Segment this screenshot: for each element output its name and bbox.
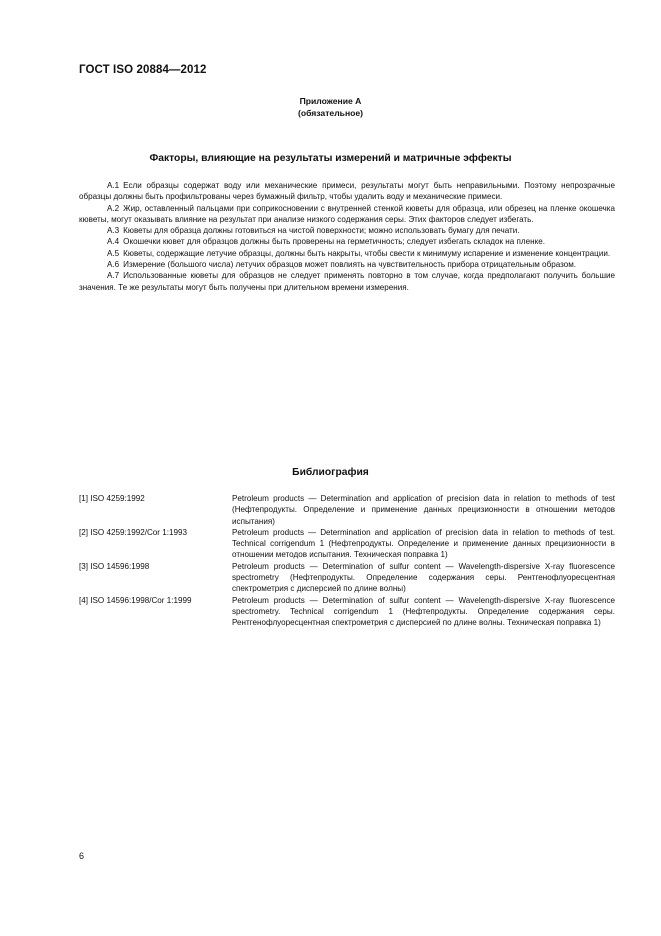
clause-a7 [79,270,615,293]
clause-text: Окошечки кювет для образцов должны быть проверены на герметичность; следует избегать складок на пленке. [123,237,545,247]
bibliography-text: Petroleum products — Determination and application of precision data in relation to methods of test (Нефтепродукты. Определение и применение данных прецизионности в отношении методов испытания) [232,494,615,526]
bibliography-ref: [4] ISO 14596:1998/Cor 1:1999 [79,595,192,605]
annex-label: Приложение А [299,96,362,106]
clause-a5 [79,248,615,259]
clause-number: А.4 [107,237,120,247]
standard-id-header: ГОСТ ISO 20884—2012 [79,64,207,76]
bibliography-ref: [2] ISO 4259:1992/Cor 1:1993 [79,527,187,537]
bibliography-text: Petroleum products — Determination of sulfur content — Wavelength-dispersive X-ray fluorescence spectrometry (Нефтепродукты. Определение содержания серы. Рентгенофлуоресцентная спектрометрия с дисперсией по длине волны) [232,561,615,594]
clause-text: Если образцы содержат воду или механические примеси, результаты могут быть неправильными. Поэтому непрозрачные образцы должны быть профильтрованы через бумажный фильтр, чтобы удалить воду и механические примеси. [79,181,615,202]
clause-text: Кюветы для образца должны готовиться на чистой поверхности; можно использовать бумагу для печати. [123,226,520,236]
annex-status: (обязательное) [297,108,364,118]
clause-a1 [79,180,615,203]
bibliography-entry [79,595,615,629]
page-number: 6 [79,851,85,861]
clauses-list [79,180,615,293]
clause-text: Использованные кюветы для образцов не следует применять повторно в том случае, когда предполагают получить большие значения. Те же результаты могут быть получены при длительном времени измерения. [79,271,615,292]
bibliography-text: Petroleum products — Determination of sulfur content — Wavelength-dispersive X-ray fluorescence spectrometry. Technical corrigendum 1 (Нефтепродукты. Определение содержания серы. Рентгенофлуоресцентная спектрометрия с дисперсией по длине волны. Техническая поправка 1) [232,595,615,628]
bibliography-text: Petroleum products — Determination and application of precision data in relation to methods of test. Technical corrigendum 1 (Нефтепродукты. Определение и применение данных прецизионности в отношении методов испытания. Техническая поправка 1) [232,527,615,560]
clause-text: Измерение (большого числа) летучих образцов может повлиять на чувствительность прибора отрицательным образом. [123,260,577,270]
bibliography-entry [79,527,615,561]
clause-a3 [79,225,615,236]
bibliography-entry [79,561,615,595]
bibliography-entry [79,493,615,527]
clause-a6 [79,259,615,270]
clause-text: Жир, оставленный пальцами при соприкосновении с внутренней стенкой кюветы для образца, или обрезец на пленке окошечка кюветы, могут оказывать влияние на результат при анализе низкого содержания серы. Этих факторов следует избегать. [79,203,615,224]
section-title: Факторы, влияющие на результаты измерений и матричные эффекты [149,153,512,164]
clause-text: Кюветы, содержащие летучие образцы, должны быть накрыты, чтобы свести к минимуму испарение и изменение концентрации. [123,248,611,258]
clause-a4 [79,236,615,247]
clause-number: А.6 [107,260,120,270]
bibliography-title: Библиография [292,467,369,478]
clause-number: А.5 [107,248,120,258]
clause-number: А.3 [107,226,120,236]
clause-a2 [79,203,615,226]
clause-number: А.7 [107,271,120,281]
bibliography-ref: [1] ISO 4259:1992 [79,494,145,503]
bibliography-ref: [3] ISO 14596:1998 [79,561,150,571]
bibliography-list [79,493,615,629]
clause-number: А.2 [107,203,120,213]
clause-number: А.1 [107,181,120,190]
